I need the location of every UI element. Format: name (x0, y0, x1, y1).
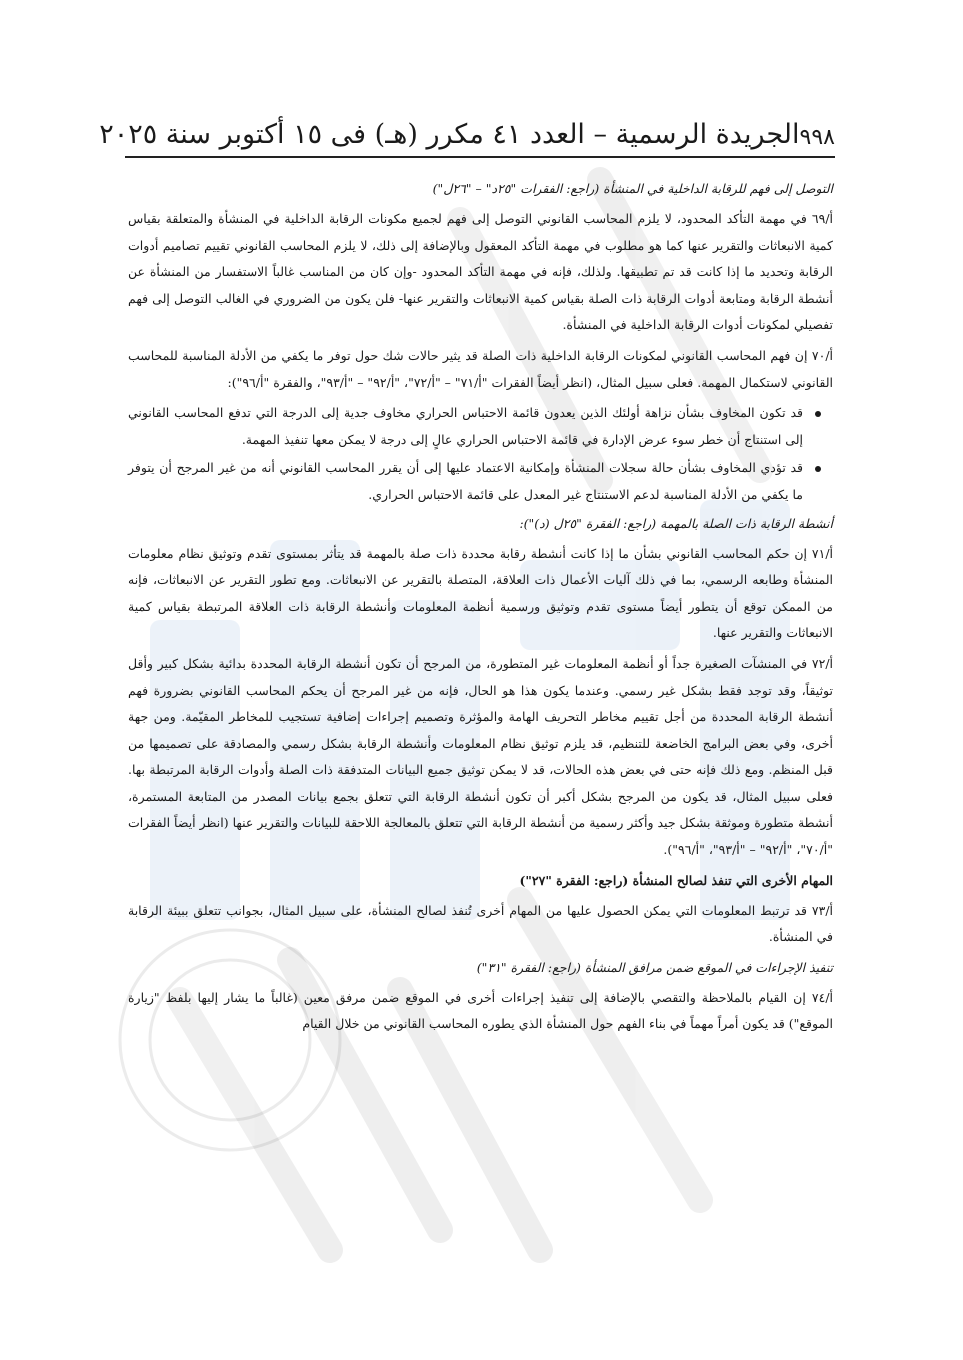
list-item-text: قد تكون المخاوف بشأن نزاهة أولئك الذين يعدون قائمة الاحتباس الحراري مخاوف جدية إلى الدرجة التي تدفع المحاسب القانوني إلى استنتاج أن خطر سوء عرض الإدارة في قائمة الاحتباس الحراري عالٍ إلى درجة لا يمكن معها تنفيذ المهمة. (128, 405, 804, 447)
paragraph (128, 206, 833, 339)
paragraph-text: إن فهم المحاسب القانوني لمكونات الرقابة الداخلية ذات الصلة قد يثير حالات شك حول توفر ما يكفي من الأدلة المناسبة للمحاسب القانوني لاستكمال المهمة. فعلى سبيل المثال، (انظر أيضاً الفقرات "أ/٧١" – "أ/٧٢"، "أ/٩٢" – "أ/٩٣"، والفقرة "أ/٩٦"): (128, 347, 833, 390)
paragraph-text: قد ترتبط المعلومات التي يمكن الحصول عليها من المهام أخرى تُنفذ لصالح المنشأة، على سبيل المثال، بجوانب تتعلق ببيئة الرقابة في المنشأة. (128, 902, 833, 945)
page-header (99, 100, 835, 150)
list-item (128, 455, 833, 508)
paragraph-text: في المنشآت الصغيرة جداً أو أنظمة المعلومات غير المتطورة، من المرجح أن تكون أنشطة الرقابة المحددة بدائية بشكل كبير وأقل توثيقاً، وقد توجد فقط بشكل غير رسمي. وعندما يكون هذا هو الحال، فإنه من غير المرجح أن يحكم المحاسب القانوني بضرورة فهم أنشطة الرقابة المحددة من أجل تقييم مخاطر التحريف الهامة والمؤثرة وتصميم إجراءات إضافية تستجيب للمخاطر المقيّمة. ومن جهة أخرى، وفي بعض البرامج الخاضعة للتنظيم، قد يلزم توثيق نظام المعلومات وأنشطة الرقابة بشكل رسمي والمصادقة على تصميمها من قبل المنظم. ومع ذلك فإنه حتى في بعض هذه الحالات، قد لا يمكن توثيق جميع البيانات المتدفقة ذات الصلة وأدوات الرقابة المرتبطة بها. فعلى سبيل المثال، قد يكون من المرجح بشكل أكبر أن تكون أنشطة الرقابة التي تتعلق بجمع بيانات المصدر من المتابعة المستمرة، أنشطة متطورة وموثقة بشكل جيد وأكثر رسمية من أنشطة الرقابة التي تتعلق بالمعالجة اللاحقة للبيانات والتقرير عنها (انظر أيضاً الفقرات "أ/٧٠"، "أ/٩٢" – "أ/٩٣"، "أ/٩٦"). (128, 655, 833, 858)
page-number: ٩٩٨ (799, 125, 835, 150)
header-rule (125, 156, 835, 158)
section-heading: تنفيذ الإجراءات في الموقع ضمن مرافق المنشأة (راجع: الفقرة "٣١") (476, 959, 833, 975)
list-item-text: قد تؤدي المخاوف بشأن حالة سجلات المنشأة وإمكانية الاعتماد عليها إلى أن يقرر المحاسب القانوني أنه من غير المرجح أن يتوفر ما يكفي من الأدلة المناسبة لدعم الاستنتاج غير المعدل على قائمة الاحتباس الحراري. (128, 460, 803, 502)
paragraph (128, 541, 833, 647)
paragraph-number: أ/٧١ (811, 545, 833, 561)
paragraph-text: إن حكم المحاسب القانوني بشأن ما إذا كانت أنشطة رقابة محددة ذات صلة بالمهمة قد يتأثر بمستوى تقدم وتوثيق نظام معلومات المنشأة وطابعه الرسمي، بما في ذلك آليات الأعمال ذات العلاقة، المتصلة بالتقرير عن الانبعاثات. ومع تطور التقرير عن الانبعاثات، فإنه من الممكن توقع أن يتطور أيضاً مستوى تقدم وتوثيق ورسمية أنظمة المعلومات وأنشطة الرقابة ذات العلاقة المرتبطة بقياس كمية الانبعاثات والتقرير عنها. (128, 545, 833, 641)
paragraph (128, 651, 833, 864)
paragraph-number: أ/٧٠ (811, 347, 833, 363)
paragraph-number: أ/٦٩ (811, 211, 833, 226)
section-heading: التوصل إلى فهم للرقابة الداخلية في المنشأة (راجع: الفقرات "٢٥د" – "٢٦ل") (432, 181, 833, 196)
bullet-list (128, 400, 833, 508)
paragraph-number: أ/٧٤ (811, 989, 833, 1005)
paragraph-number: أ/٧٣ (811, 902, 833, 918)
bullet-icon (815, 466, 821, 472)
paragraph-text: إن القيام بالملاحظة والتقصي بالإضافة إلى تنفيذ إجراءات أخرى في الموقع ضمن مرفق معين (غالباً ما يشار إليها بلفظ "زيارة الموقع") قد يكون أمراً مهماً في بناء الفهم حول المنشأة الذي يطوره المحاسب القانوني من خلال القيام (128, 989, 833, 1032)
document-body (128, 176, 833, 1042)
bullet-icon (815, 411, 821, 417)
section-heading: المهام الأخرى التي تنفذ لصالح المنشأة (راجع: الفقرة "٢٧") (519, 872, 833, 888)
paragraph (128, 898, 833, 951)
section-heading: أنشطة الرقابة ذات الصلة بالمهمة (راجع: الفقرة "٢٥ل (د)"): (519, 515, 833, 531)
paragraph (128, 343, 833, 396)
paragraph-text: في مهمة التأكد المحدود، لا يلزم المحاسب القانوني التوصل إلى فهم لجميع مكونات الرقابة الداخلية في المنشأة والمتعلقة بقياس كمية الانبعاثات والتقرير عنها كما هو مطلوب في مهمة التأكد المعقول وبالإضافة إلى ذلك، لا يلزم المحاسب القانوني تقييم تصاميم أدوات الرقابة وتحديد ما إذا كانت قد تم تطبيقها. ولذلك، فإنه في مهمة التأكد المحدود -وإن كان من المناسب غالباً الاستفسار من المنشأة عن أنشطة الرقابة ومتابعة أدوات الرقابة ذات الصلة بقياس كمية الانبعاثات والتقرير عنها- فلن يكون من الضروري في الغالب التوصل إلى فهم تفصيلي لمكونات أدوات الرقابة الداخلية في المنشأة. (128, 211, 833, 333)
paragraph-number: أ/٧٢ (811, 655, 833, 671)
paragraph (128, 985, 833, 1038)
gazette-title: الجريدة الرسمية – العدد ٤١ مكرر (هـ) فى ١٥ أكتوبر سنة ٢٠٢٥ (99, 119, 800, 150)
list-item (128, 400, 833, 453)
